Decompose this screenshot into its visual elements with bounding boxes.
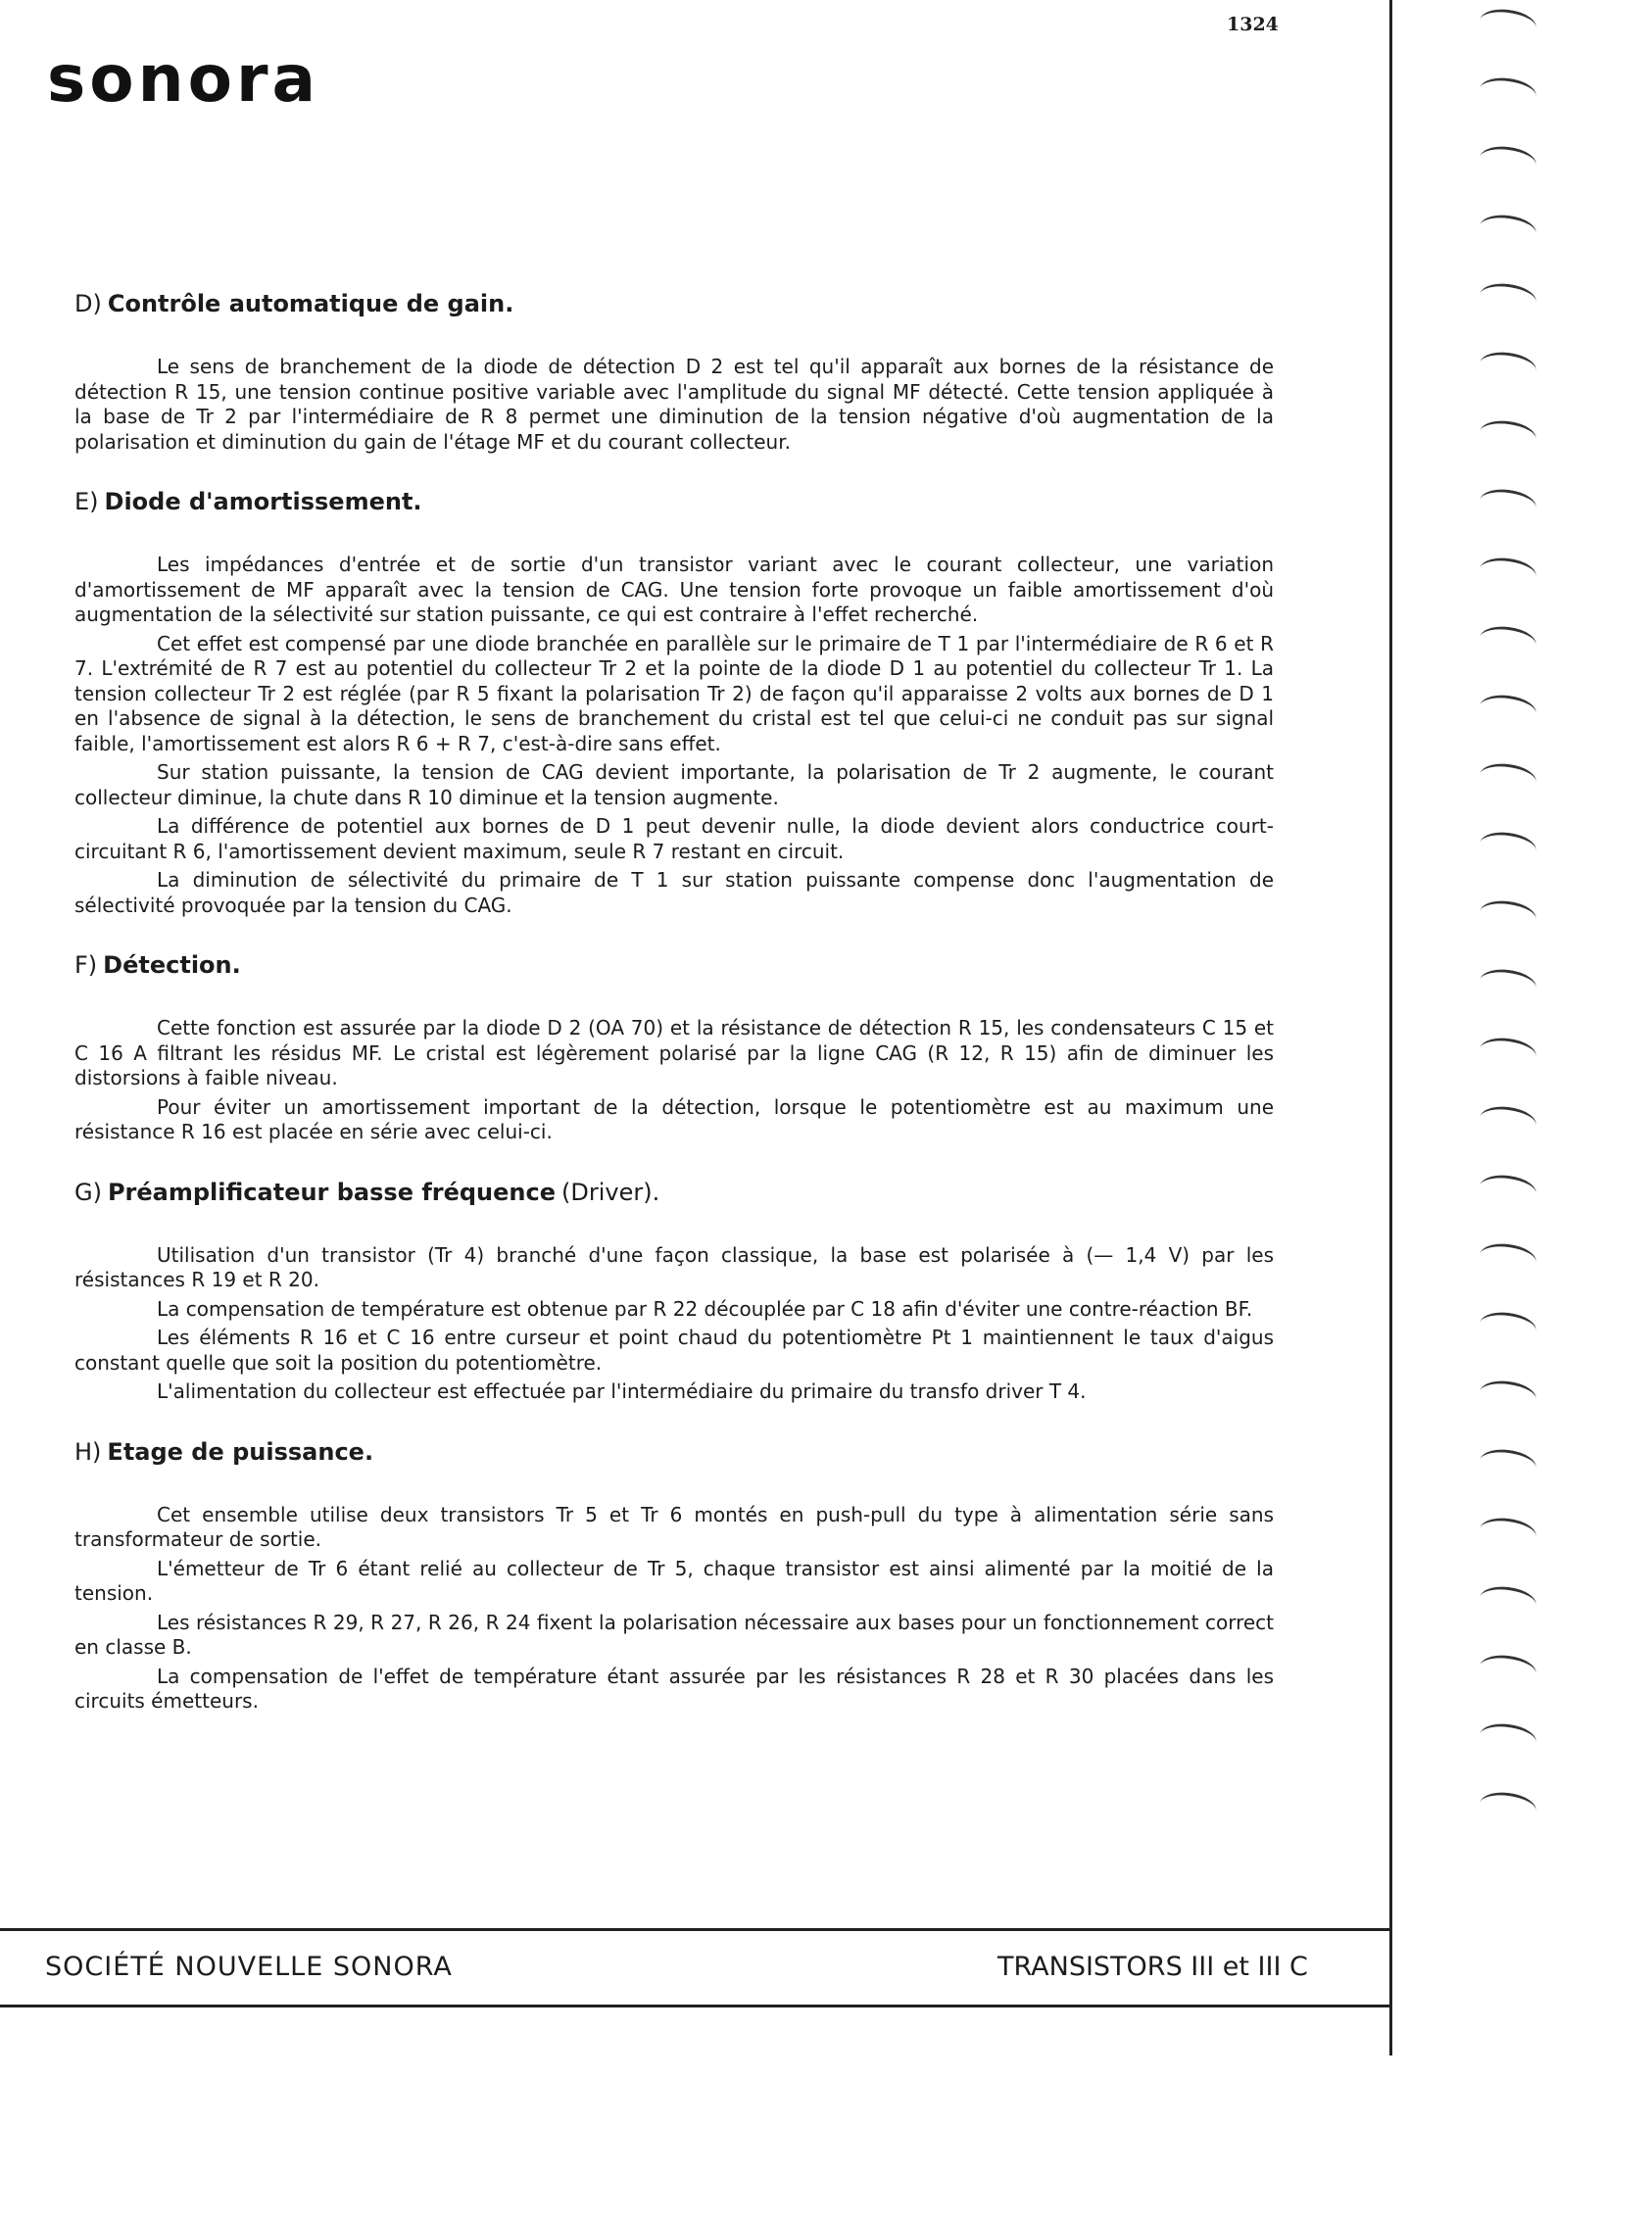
footer-rule-top [0, 1928, 1389, 1931]
punch-hole-mark [1478, 1720, 1537, 1757]
section-heading [74, 945, 1274, 979]
punch-hole-mark [1478, 417, 1537, 454]
section-title: Détection. [103, 951, 241, 979]
right-margin-rule [1389, 0, 1392, 2055]
paragraph: La différence de potentiel aux bornes de D 1 peut devenir nulle, la diode devient alors conductrice court-circuitant R 6, l'amortissement devient maximum, seule R 7 restant en circuit. [74, 814, 1274, 863]
punch-hole-mark [1478, 6, 1537, 42]
section-letter: F) [74, 951, 98, 979]
footer-rule-bottom [0, 2005, 1389, 2007]
punch-hole-mark [1478, 1103, 1537, 1139]
section-title: Préamplificateur basse fréquence [107, 1178, 557, 1206]
punch-hole-mark [1478, 212, 1537, 248]
section-heading [74, 482, 1274, 515]
paragraph: Utilisation d'un transistor (Tr 4) branché d'une façon classique, la base est polarisée à (— 1,4 V) par les résistances R 19 et R 20. [74, 1242, 1274, 1291]
punch-hole-mark [1478, 1378, 1537, 1414]
section-letter: D) [74, 290, 102, 317]
punch-hole-mark [1478, 897, 1537, 934]
section-e [74, 482, 1274, 918]
section-heading [74, 1432, 1274, 1466]
paragraph: Les résistances R 29, R 27, R 26, R 24 fixent la polarisation nécessaire aux bases pour un fonctionnement correct en classe B. [74, 1610, 1274, 1659]
paragraph: Le sens de branchement de la diode de détection D 2 est tel qu'il apparaît aux bornes de la résistance de détection R 15, une tension continue positive variable avec l'amplitude du signal MF détecté. Cette tension appliquée à la base de Tr 2 par l'intermédiaire de R 8 permet une diminution de la tension négative d'où augmentation de la polarisation et diminution du gain de l'étage MF et du courant collecteur. [74, 355, 1274, 454]
sonora-logo: sonora [47, 41, 320, 117]
document-body [74, 284, 1274, 1742]
punch-hole-mark [1478, 1446, 1537, 1482]
paragraph: Pour éviter un amortissement important de la détection, lorsque le potentiomètre est au maximum une résistance R 16 est placée en série avec celui-ci. [74, 1094, 1274, 1143]
punch-hole-mark [1478, 966, 1537, 1002]
section-heading [74, 1173, 1274, 1206]
paragraph: L'alimentation du collecteur est effectuée par l'intermédiaire du primaire du transfo driver T 4. [157, 1379, 1087, 1403]
punch-hole-mark [1478, 760, 1537, 797]
section-d [74, 284, 1274, 455]
section-h [74, 1432, 1274, 1715]
paragraph: La compensation de température est obtenue par R 22 découplée par C 18 afin d'éviter une contre-réaction BF. [157, 1296, 1253, 1321]
paragraph: Cet effet est compensé par une diode branchée en parallèle sur le primaire de T 1 par l'intermédiaire de R 6 et R 7. L'extrémité de R 7 est au potentiel du collecteur Tr 2 et la pointe de la diode D 1 au potentiel du collecteur Tr 1. La tension collecteur Tr 2 est réglée (par R 5 fixant la polarisation Tr 2) de façon qu'il apparaisse 2 volts aux bornes de D 1 en l'absence de signal à la détection, le sens de branchement du cristal est tel que celui-ci ne conduit pas sur signal faible, l'amortissement est alors R 6 + R 7, c'est-à-dire sans effet. [74, 631, 1274, 755]
section-title: Etage de puissance. [107, 1437, 374, 1466]
punch-hole-mark [1478, 1515, 1537, 1551]
punch-hole-mark [1478, 74, 1537, 111]
section-title-suffix: (Driver). [561, 1178, 660, 1206]
paragraph: L'émetteur de Tr 6 étant relié au collecteur de Tr 5, chaque transistor est ainsi alimenté par la moitié de la tension. [74, 1556, 1274, 1605]
footer-company: SOCIÉTÉ NOUVELLE SONORA [45, 1952, 453, 1982]
punch-hole-mark [1478, 1172, 1537, 1208]
punch-hole-mark [1478, 692, 1537, 728]
punch-hole-mark [1478, 1035, 1537, 1071]
punch-hole-mark [1478, 486, 1537, 522]
paragraph: Sur station puissante, la tension de CAG devient importante, la polarisation de Tr 2 augmente, le courant collecteur diminue, la chute dans R 10 diminue et la tension augmente. [74, 760, 1274, 809]
punch-hole-mark [1478, 1309, 1537, 1345]
section-letter: E) [74, 488, 99, 515]
punch-hole-mark [1478, 1240, 1537, 1277]
paragraph: Les éléments R 16 et C 16 entre curseur et point chaud du potentiomètre Pt 1 maintiennent le taux d'aigus constant quelle que soit la position du potentiomètre. [74, 1326, 1274, 1375]
punch-hole-mark [1478, 143, 1537, 179]
paragraph: Cet ensemble utilise deux transistors Tr 5 et Tr 6 montés en push-pull du type à alimentation série sans transformateur de sortie. [74, 1502, 1274, 1551]
section-heading [74, 284, 1274, 317]
punch-hole-mark [1478, 280, 1537, 316]
paragraph: La diminution de sélectivité du primaire de T 1 sur station puissante compense donc l'augmentation de sélectivité provoquée par la tension du CAG. [74, 868, 1274, 917]
section-letter: G) [74, 1178, 102, 1206]
paragraph: Cette fonction est assurée par la diode D 2 (OA 70) et la résistance de détection R 15, les condensateurs C 15 et C 16 A filtrant les résidus MF. Le cristal est légèrement polarisé par la ligne CAG (R 12, R 15) afin de diminuer les distorsions à faible niveau. [74, 1016, 1274, 1089]
punch-hole-mark [1478, 1652, 1537, 1688]
page-number: 1324 [1227, 14, 1279, 35]
punch-hole-mark [1478, 829, 1537, 865]
section-g [74, 1173, 1274, 1405]
punch-hole-mark [1478, 1789, 1537, 1825]
punch-hole-mark [1478, 1583, 1537, 1620]
paragraph: La compensation de l'effet de température étant assurée par les résistances R 28 et R 30 placées dans les circuits émetteurs. [74, 1664, 1274, 1713]
section-letter: H) [74, 1437, 102, 1466]
punch-hole-mark [1478, 555, 1537, 591]
paragraph: Les impédances d'entrée et de sortie d'un transistor variant avec le courant collecteur, une variation d'amortissement de MF apparaît avec la tension de CAG. Une tension forte provoque un faible amortissement d'où augmentation de la sélectivité sur station puissante, ce qui est contraire à l'effet recherché. [74, 553, 1274, 626]
section-title: Contrôle automatique de gain. [107, 290, 514, 317]
footer-model: TRANSISTORS III et III C [997, 1952, 1308, 1982]
punch-hole-mark [1478, 349, 1537, 385]
section-title: Diode d'amortissement. [104, 488, 422, 515]
section-f [74, 945, 1274, 1145]
punch-hole-mark [1478, 623, 1537, 659]
